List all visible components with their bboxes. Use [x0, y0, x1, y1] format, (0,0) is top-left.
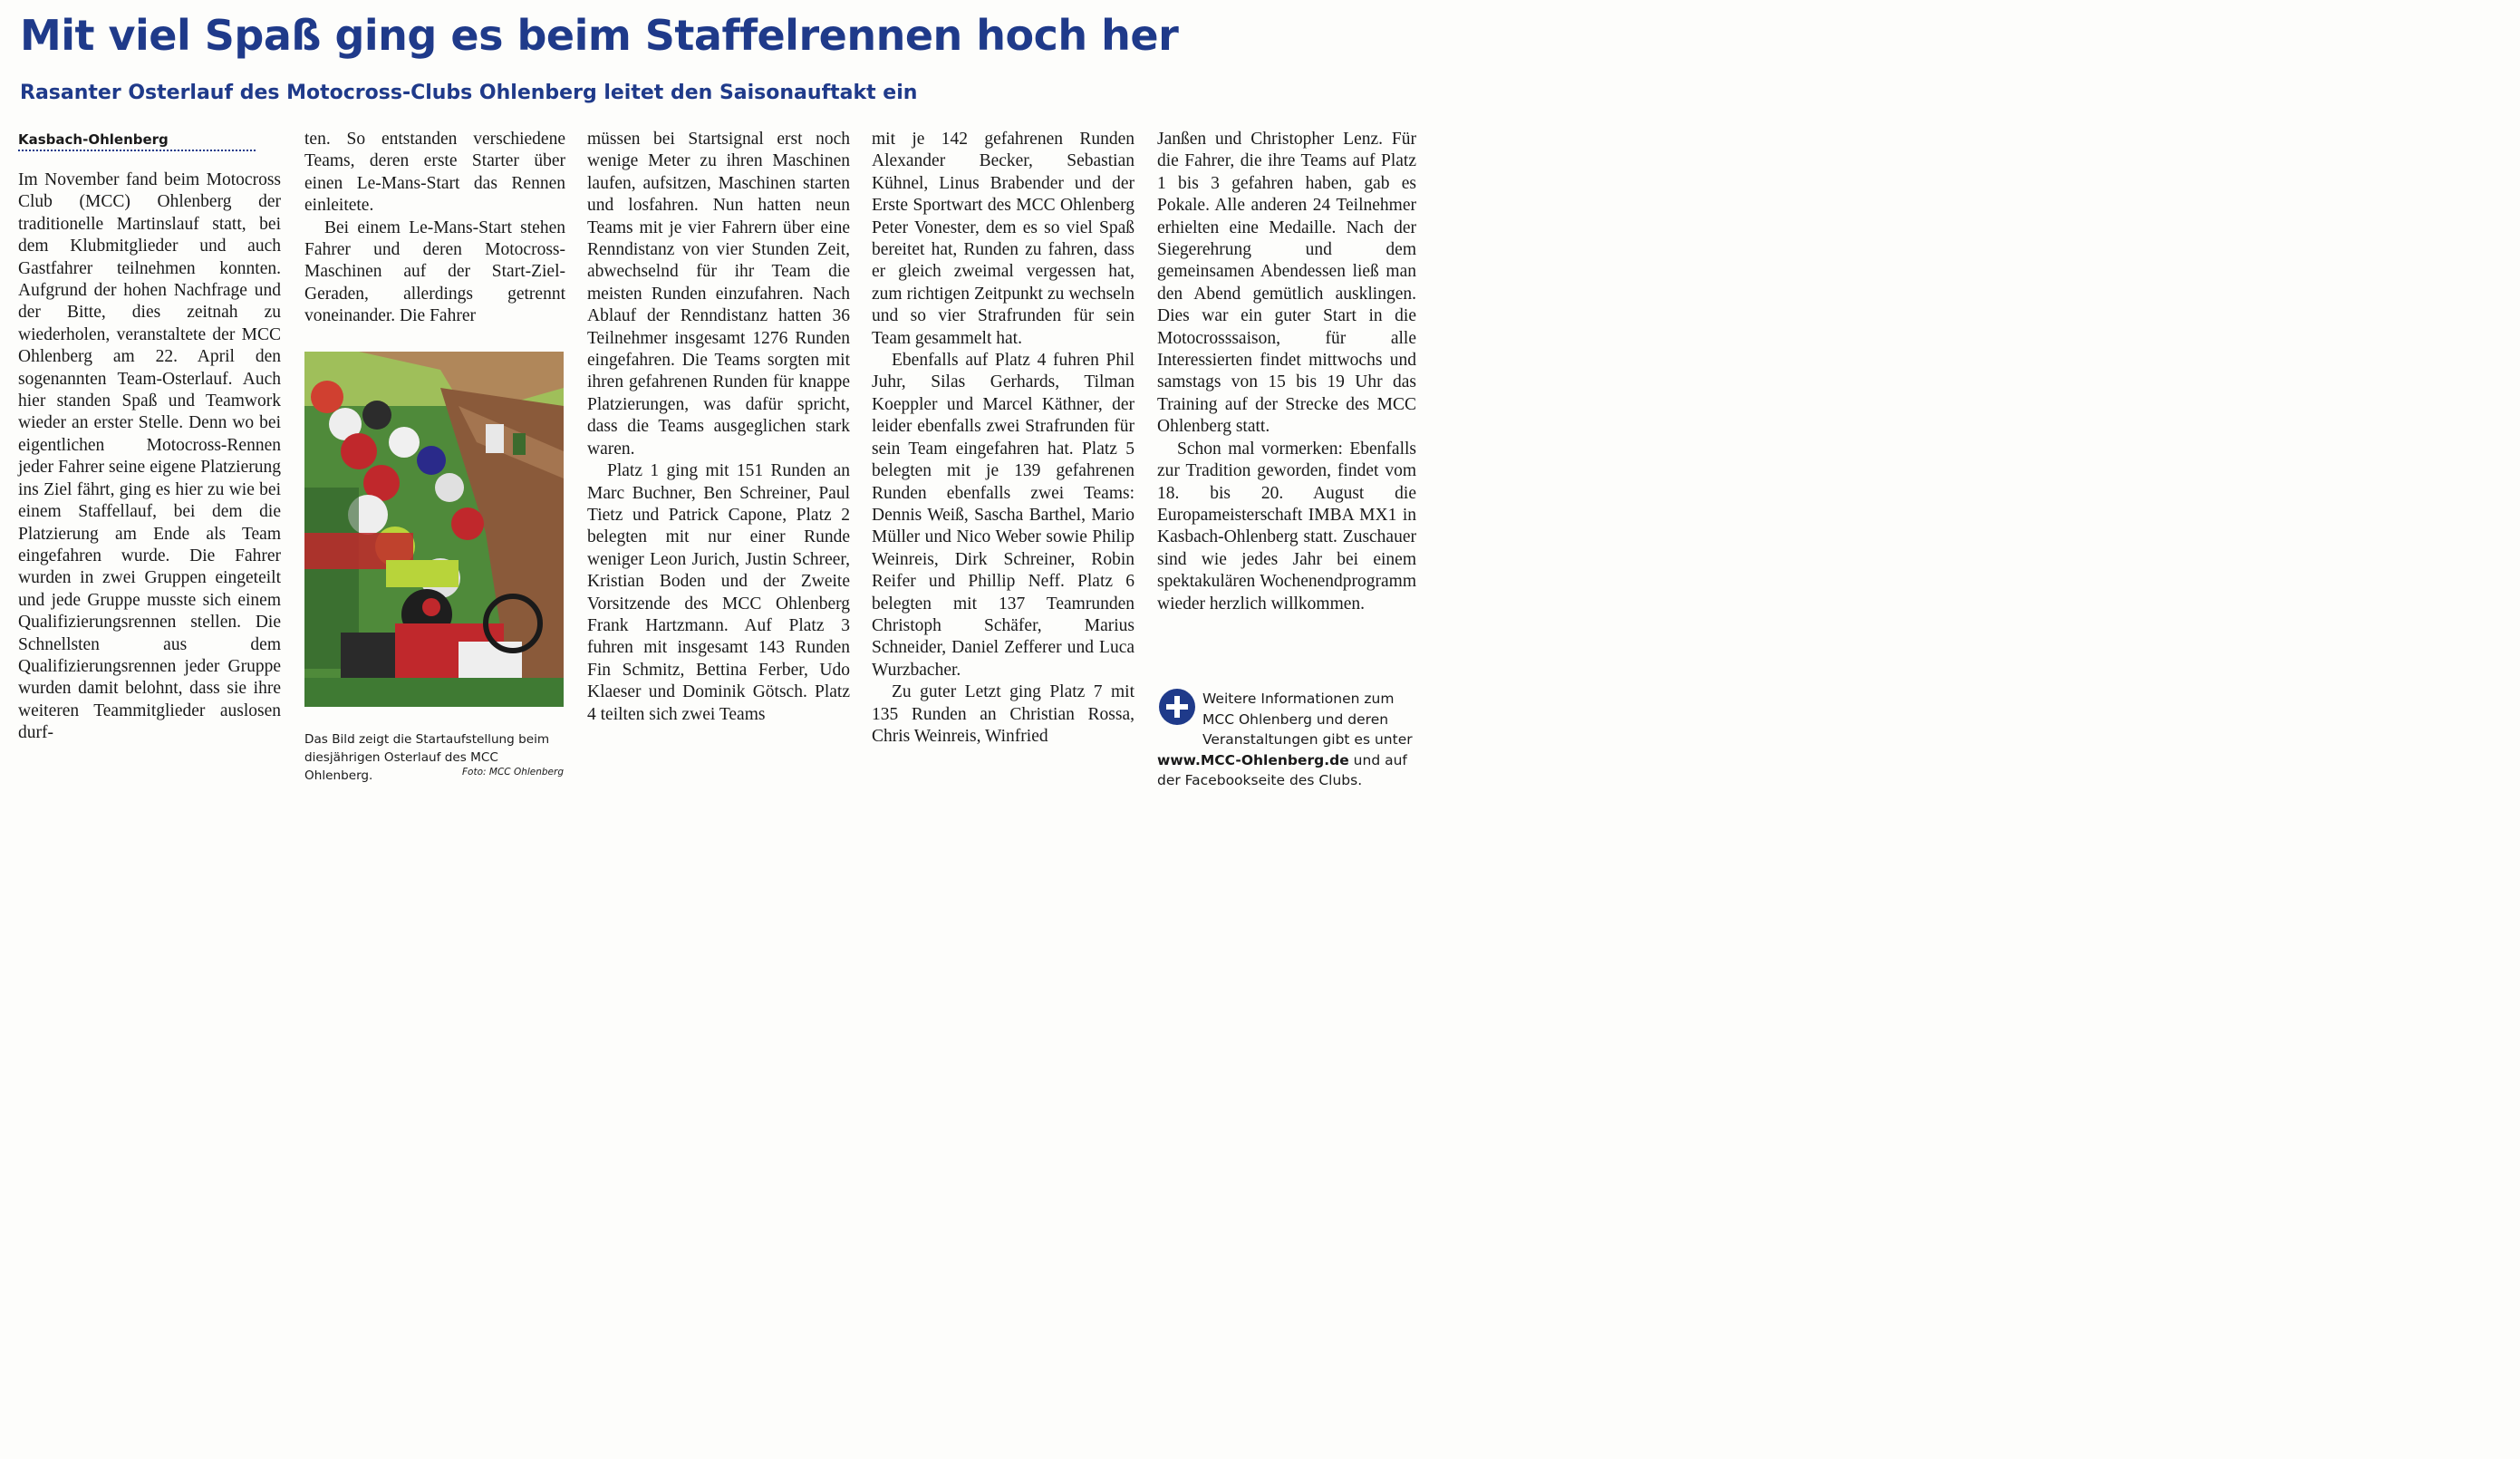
subheadline: Rasanter Osterlauf des Motocross-Clubs Ohlenberg leitet den Saisonauftakt ein — [20, 82, 918, 104]
photo-caption — [304, 730, 565, 785]
info-box — [1157, 689, 1416, 791]
paragraph: Im November fand beim Motocross Club (MCC) Ohlenberg der traditionelle Martinslauf statt, bei dem Klubmitglieder und auch Gastfahrer teilnehmen konnten. Aufgrund der hohen Nachfrage und der Bitte, dies zeitnah zu wiederholen, veranstaltete der MCC Ohlenberg am 22. April den sogenannten Team-Osterlauf. Auch hier standen Spaß und Teamwork wieder an erster Stelle. Denn wo bei eigentlichen Motocross-Rennen jeder Fahrer seine eigene Platzierung ins Ziel fährt, ging es hier zu wie bei einem Staffellauf, bei dem die Platzierung am Ende als Team eingefahren wurde. Die Fahrer wurden in zwei Gruppen eingeteilt und jede Gruppe musste sich einem Qualifizierungsrennen stellen. Die Schnellsten aus dem Qualifizierungsrennen jeder Gruppe wurden damit belohnt, dass sie ihre weiteren Teammitglieder auslosen durf- — [18, 170, 281, 743]
paragraph: Platz 1 ging mit 151 Runden an Marc Buchner, Ben Schreiner, Paul Tietz und Patrick Capone, Platz 2 belegten mit nur einer Runde weniger Leon Jurich, Justin Schreer, Kristian Boden und der Zweite Vorsitzende des MCC Ohlenberg Frank Hartzmann. Auf Platz 3 fuhren mit insgesamt 143 Runden Fin Schmitz, Bettina Ferber, Udo Klaeser und Dominik Götsch. Platz 4 teilten sich zwei Teams — [587, 461, 850, 724]
paragraph: müssen bei Startsignal erst noch wenige Meter zu ihren Maschinen laufen, aufsitzen, Maschinen starten und losfahren. Nun hatten neun Teams mit je vier Fahrern über eine Renndistanz von vier Stunden Zeit, abwechselnd für ihr Team die meisten Runden einzufahren. Nach Ablauf der Renndistanz hatten 36 Teilnehmer insgesamt 1276 Runden eingefahren. Die Teams sorgten mit ihren gefahrenen Runden für knappe Platzierungen, was dafür spricht, dass die Teams ausgeglichen stark waren. — [587, 130, 850, 459]
motocross-photo-illustration — [304, 352, 564, 707]
motocross-start-photo — [304, 352, 564, 707]
article-column-1 — [18, 129, 281, 745]
paragraph: mit je 142 gefahrenen Runden Alexander Becker, Sebastian Kühnel, Linus Brabender und der Erste Sportwart des MCC Ohlenberg Peter Vonester, dem es so viel Spaß bereitet hat, Runden zu fahren, dass er gleich zweimal vergessen hat, zum richtigen Zeitpunkt zu wechseln und so vier Strafrunden für sein Team gesammelt hat. — [872, 130, 1134, 348]
dateline: Kasbach-Ohlenberg — [18, 129, 256, 151]
photo-credit: Foto: MCC Ohlenberg — [462, 767, 564, 778]
paragraph: Zu guter Letzt ging Platz 7 mit 135 Runden an Christian Rossa, Chris Weinreis, Winfried — [872, 682, 1134, 746]
paragraph: ten. So entstanden verschiedene Teams, deren erste Starter über einen Le-Mans-Start das Rennen einleitete. — [304, 130, 565, 216]
paragraph: Ebenfalls auf Platz 4 fuhren Phil Juhr, Silas Gerhards, Tilman Koeppler und Marcel Käthner, der leider ebenfalls zwei Strafrunden für sein Team eingefahren hat. Platz 5 belegten mit je 139 gefahrenen Runden ebenfalls zwei Teams: Dennis Weiß, Sascha Barthel, Mario Müller und Nico Weber sowie Philip Weinreis, Dirk Schreiner, Robin Reifer und Phillip Neff. Platz 6 belegten mit 137 Teamrunden Christoph Schäfer, Marius Schneider, Daniel Zefferer und Luca Wurzbacher. — [872, 351, 1134, 680]
article-column-5 — [1157, 129, 1416, 615]
headline: Mit viel Spaß ging es beim Staffelrennen hoch her — [20, 11, 1179, 60]
plus-icon — [1159, 689, 1195, 725]
paragraph: Bei einem Le-Mans-Start stehen Fahrer und deren Motocross-Maschinen auf der Start-Ziel-Geraden, allerdings getrennt voneinander. Die Fahrer — [304, 217, 565, 326]
info-text-after: und auf der Facebookseite des Clubs. — [1157, 751, 1407, 788]
article-column-3 — [587, 129, 850, 726]
paragraph: Schon mal vormerken: Ebenfalls zur Tradition geworden, findet vom 18. bis 20. August die Europameisterschaft IMBA MX1 in Kasbach-Ohlenberg statt. Zuschauer sind wie jedes Jahr bei einem spektakulären Wochenendprogramm wieder herzlich willkommen. — [1157, 439, 1416, 614]
article-column-4 — [872, 129, 1134, 748]
website-link[interactable]: www.MCC-Ohlenberg.de — [1157, 751, 1349, 768]
info-text-before: Weitere Informationen zum MCC Ohlenberg und deren Veranstaltungen gibt es unter — [1202, 691, 1413, 748]
article-column-2 — [304, 129, 565, 328]
caption-text: Das Bild zeigt die Startaufstellung beim diesjährigen Osterlauf des MCC Ohlenberg. — [304, 732, 550, 783]
paragraph: Janßen und Christopher Lenz. Für die Fahrer, die ihre Teams auf Platz 1 bis 3 gefahren haben, gab es Pokale. Alle anderen 24 Teilnehmer erhielten eine Medaille. Nach der Siegerehrung und dem gemeinsamen Abendessen ließ man den Abend gemütlich ausklingen. Dies war ein guter Start in die Motocrosssaison, für alle Interessierten findet mittwochs und samstags von 15 bis 19 Uhr das Training auf der Strecke des MCC Ohlenberg statt. — [1157, 130, 1416, 437]
